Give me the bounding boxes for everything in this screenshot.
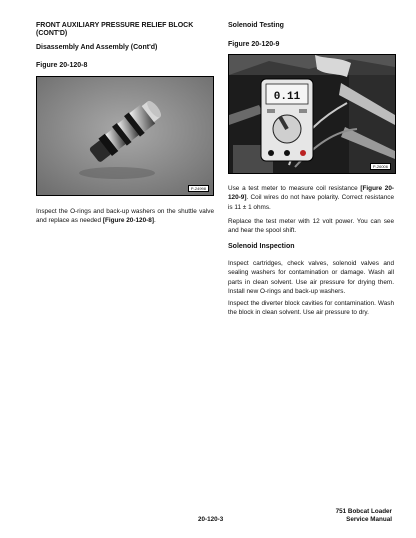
p1-figure-reference: [Figure 20-120-9] <box>228 185 395 202</box>
figure-label: Figure 20-120-8 <box>36 62 88 69</box>
body-paragraph <box>36 207 214 226</box>
paragraph-4: Inspect the diverter block cavities for contamination. Wash the block in clean solvent. Use air pressure to dry. <box>228 300 394 317</box>
p1-text-b: . Coil wires do not have polarity. Correct resistance is 11 ± 1 ohms. <box>228 194 394 211</box>
manual-line2: Service Manual <box>346 515 392 523</box>
paragraph-2: Replace the test meter with 12 volt power. You can see and hear the spool shift. <box>228 218 394 235</box>
paragraph-1 <box>228 184 394 212</box>
heading-solenoid-inspection: Solenoid Inspection <box>228 243 295 250</box>
heading-solenoid-testing: Solenoid Testing <box>228 22 284 29</box>
relief-valve-image <box>37 77 213 195</box>
figure-reference: [Figure 20-120-8] <box>102 217 154 225</box>
figure-photo-relief-valve <box>36 76 214 196</box>
section-title <box>36 22 214 38</box>
section-title-line2: (CONT'D) <box>36 30 68 37</box>
p1-text-a: Use a test meter to measure coil resistance <box>228 185 361 192</box>
meter-readout: 0.11 <box>273 91 301 103</box>
paragraph-3: Inspect cartridges, check valves, solenoid valves and sealing washers for contamination or damage. Wash all parts in clean solvent. Use air pressure for drying them. Install new O-rings and back-up washers. <box>228 260 394 296</box>
page-number: 20-120-3 <box>198 516 224 523</box>
figure-photo-test-meter <box>228 54 396 174</box>
photo-code: P-24998 <box>188 185 209 192</box>
body-text: Inspect the O-rings and back-up washers on the shuttle valve and replace as needed <box>36 208 214 225</box>
body-text-end: . <box>153 217 156 225</box>
figure-label-2: Figure 20-120-9 <box>228 41 280 48</box>
manual-title <box>336 508 392 523</box>
test-meter-image <box>229 55 395 173</box>
photo-code-2: P-26006 <box>370 163 391 170</box>
section-title-line1: FRONT AUXILIARY PRESSURE RELIEF BLOCK <box>36 22 194 29</box>
subheading: Disassembly And Assembly (Cont'd) <box>36 44 158 51</box>
manual-line1: 751 Bobcat Loader <box>335 508 392 515</box>
